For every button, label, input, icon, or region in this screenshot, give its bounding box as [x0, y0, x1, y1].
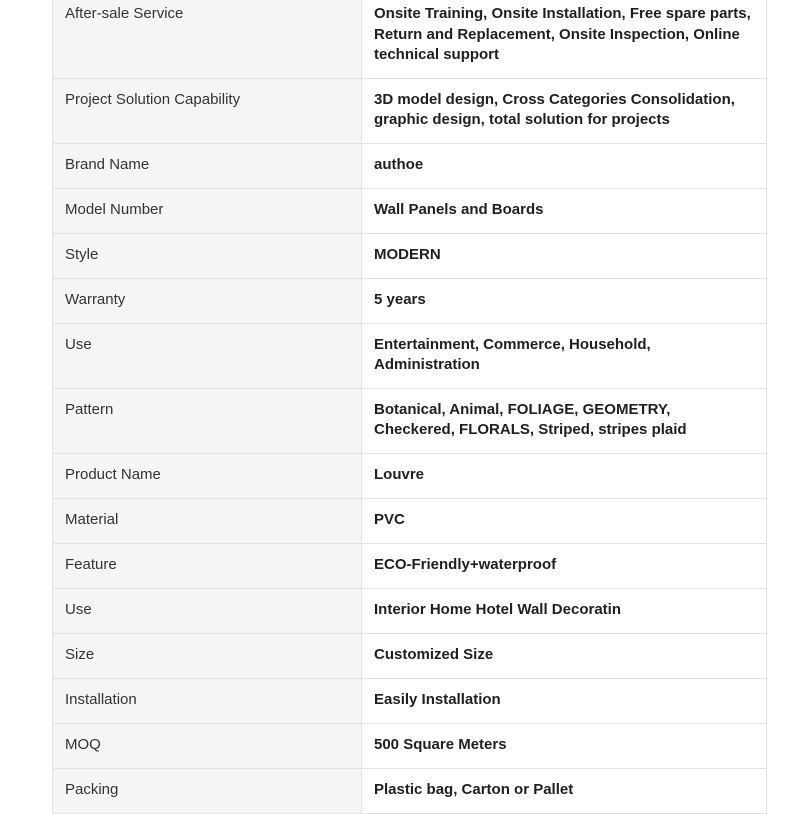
spec-row-installation: [53, 678, 767, 723]
spec-row-brand-name: [53, 143, 767, 188]
spec-value: Onsite Training, Onsite Installation, Free spare parts, Return and Replacement, Onsite Inspection, Online technical support: [362, 0, 767, 78]
spec-label: Brand Name: [53, 143, 362, 188]
spec-label: Use: [53, 323, 362, 388]
spec-label: Feature: [53, 543, 362, 588]
spec-label: Use: [53, 588, 362, 633]
spec-label: Size: [53, 633, 362, 678]
spec-label: Product Name: [53, 453, 362, 498]
spec-row-after-sale-service: [53, 0, 767, 78]
spec-row-warranty: [53, 278, 767, 323]
spec-value: 5 years: [362, 278, 767, 323]
spec-label: Project Solution Capability: [53, 78, 362, 143]
spec-row-project-solution-capability: [53, 78, 767, 143]
spec-value: 3D model design, Cross Categories Consolidation, graphic design, total solution for projects: [362, 78, 767, 143]
spec-value: Louvre: [362, 453, 767, 498]
spec-row-feature: [53, 543, 767, 588]
spec-label: Model Number: [53, 188, 362, 233]
spec-label: After-sale Service: [53, 0, 362, 78]
spec-value: ECO-Friendly+waterproof: [362, 543, 767, 588]
spec-row-use-2: [53, 588, 767, 633]
spec-value: Interior Home Hotel Wall Decoratin: [362, 588, 767, 633]
spec-value: 500 Square Meters: [362, 723, 767, 768]
spec-label: Packing: [53, 768, 362, 813]
spec-row-style: [53, 233, 767, 278]
spec-value: Entertainment, Commerce, Household, Administration: [362, 323, 767, 388]
spec-label: Installation: [53, 678, 362, 723]
spec-row-size: [53, 633, 767, 678]
spec-label: MOQ: [53, 723, 362, 768]
spec-value: PVC: [362, 498, 767, 543]
spec-value: Botanical, Animal, FOLIAGE, GEOMETRY, Checkered, FLORALS, Striped, stripes plaid: [362, 388, 767, 453]
spec-label: Warranty: [53, 278, 362, 323]
spec-label: Material: [53, 498, 362, 543]
product-specifications: [52, 0, 766, 814]
spec-row-packing: [53, 768, 767, 813]
spec-row-model-number: [53, 188, 767, 233]
spec-value: Wall Panels and Boards: [362, 188, 767, 233]
spec-row-material: [53, 498, 767, 543]
spec-row-moq: [53, 723, 767, 768]
spec-row-use: [53, 323, 767, 388]
spec-label: Pattern: [53, 388, 362, 453]
spec-row-product-name: [53, 453, 767, 498]
spec-value: Customized Size: [362, 633, 767, 678]
spec-value: authoe: [362, 143, 767, 188]
spec-row-pattern: [53, 388, 767, 453]
spec-table: [52, 0, 767, 814]
spec-value: Plastic bag, Carton or Pallet: [362, 768, 767, 813]
spec-label: Style: [53, 233, 362, 278]
spec-value: Easily Installation: [362, 678, 767, 723]
spec-value: MODERN: [362, 233, 767, 278]
